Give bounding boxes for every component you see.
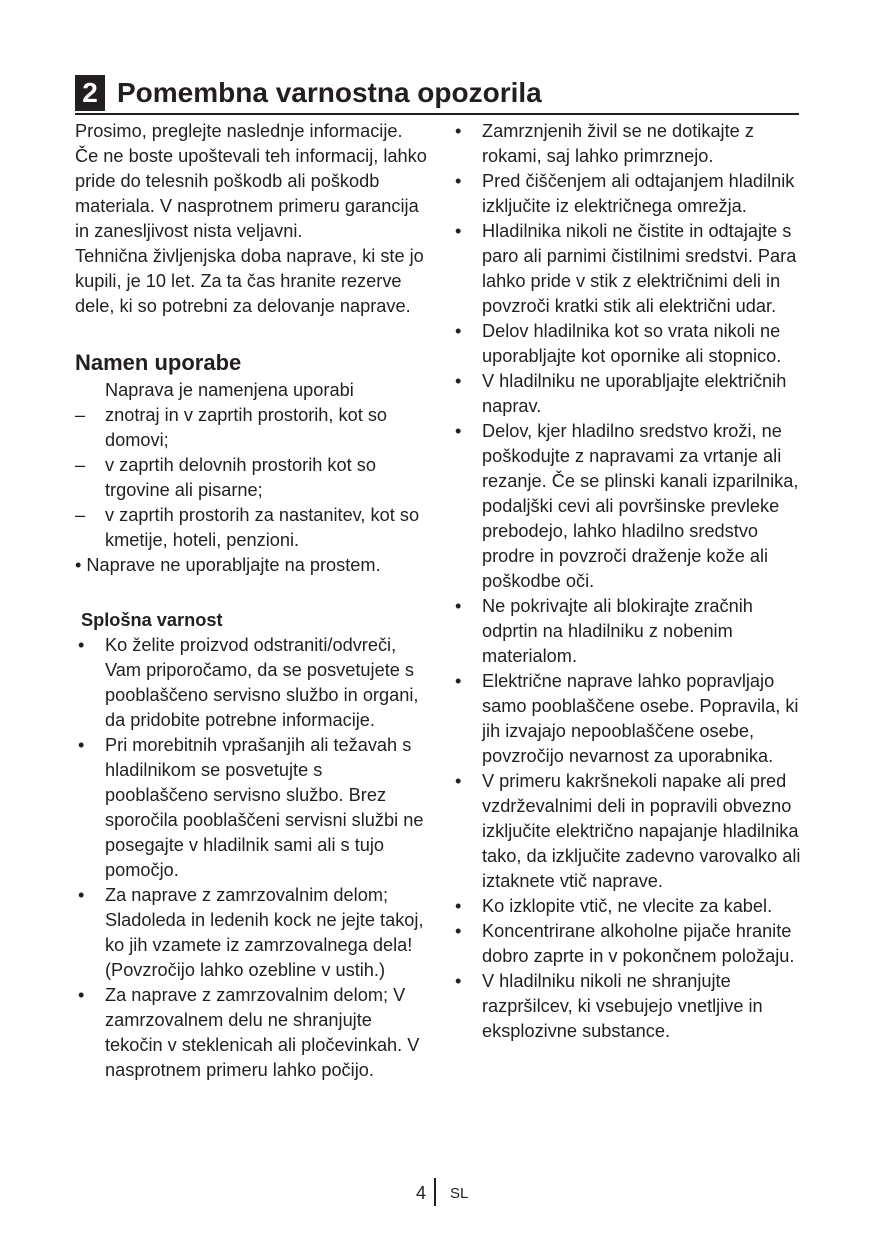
- page-title: Pomembna varnostna opozorila: [117, 77, 542, 108]
- dash-marker: –: [75, 505, 86, 525]
- list-item: [75, 633, 430, 733]
- bullet-marker: •: [455, 221, 462, 241]
- list-item: [452, 119, 812, 169]
- list-item: [452, 169, 812, 219]
- list-item-text: v zaprtih delovnih prostorih kot so trgovine ali pisarne;: [105, 455, 376, 500]
- bullet-marker: •: [78, 635, 85, 655]
- right-column: [452, 119, 812, 1044]
- bullet-marker: •: [78, 735, 85, 755]
- outdoor-use-note: • Naprave ne uporabljajte na prostem.: [75, 555, 381, 575]
- bullet-marker: •: [455, 121, 462, 141]
- intro-paragraph: Prosimo, preglejte naslednje informacije. Če ne boste upoštevali teh informacij, lahko pride do telesnih poškodb ali poškodb materiala. V nasprotnem primeru garancija in zanesljivost nista veljavni.: [75, 121, 427, 241]
- list-item-text: znotraj in v zaprtih prostorih, kot so domovi;: [105, 405, 388, 450]
- intended-use-list: [75, 403, 430, 553]
- list-item-text: Pred čiščenjem ali odtajanjem hladilnik izključite iz električnega omrežja.: [482, 171, 795, 216]
- list-item-text: Ko izklopite vtič, ne vlecite za kabel.: [482, 896, 773, 916]
- list-item-text: V hladilniku nikoli ne shranjujte razpršilcev, ki vsebujejo vnetljive in eksplozivne substance.: [482, 971, 763, 1041]
- list-item: [452, 319, 812, 369]
- list-item: [452, 419, 812, 594]
- list-item-text: v zaprtih prostorih za nastanitev, kot so kmetije, hoteli, penzioni.: [105, 505, 420, 550]
- bullet-marker: •: [455, 671, 462, 691]
- list-item: [75, 403, 430, 453]
- bullet-marker: •: [455, 971, 462, 991]
- list-item-text: Električne naprave lahko popravljajo samo pooblaščene osebe. Popravila, ki jih izvajajo nepooblaščene osebe, povzročijo nevarnost za uporabnika.: [482, 671, 799, 766]
- list-item: [75, 883, 430, 983]
- bullet-marker: •: [455, 896, 462, 916]
- list-item: [452, 669, 812, 769]
- intended-use-lead: Naprava je namenjena uporabi: [105, 380, 354, 400]
- footer-divider: [434, 1178, 436, 1206]
- dash-marker: –: [75, 455, 86, 475]
- page-footer: [0, 1178, 874, 1208]
- bullet-marker: •: [78, 885, 85, 905]
- list-item-text: Koncentrirane alkoholne pijače hranite dobro zaprte in v pokončnem položaju.: [482, 921, 795, 966]
- page-number: 4: [415, 1183, 426, 1203]
- general-safety-list: [75, 633, 430, 1083]
- bullet-marker: •: [455, 596, 462, 616]
- list-item: [452, 894, 812, 919]
- list-item: [75, 733, 430, 883]
- bullet-marker: •: [455, 771, 462, 791]
- list-item-text: Delov, kjer hladilno sredstvo kroži, ne poškodujte z napravami za vrtanje ali rezanje. Če se plinski kanali izparilnika, podaljški cevi ali površinske prevleke prebodejo, lahko hladilno sredstvo prodre in povzroči draženje kože ali poškodbe oči.: [482, 421, 799, 591]
- list-item-text: Delov hladilnika kot so vrata nikoli ne uporabljajte kot opornike ali stopnico.: [482, 321, 782, 366]
- intended-use-heading: Namen uporabe: [75, 350, 242, 375]
- list-item: [452, 769, 812, 894]
- list-item-text: Ko želite proizvod odstraniti/odvreči, Vam priporočamo, da se posvetujete s pooblaščeno servisno službo in organi, da pridobite potrebne informacije.: [105, 635, 419, 730]
- list-item-text: Zamrznjenih živil se ne dotikajte z rokami, saj lahko primrznejo.: [482, 121, 754, 166]
- list-item: [75, 983, 430, 1083]
- list-item: [75, 453, 430, 503]
- bullet-marker: •: [455, 371, 462, 391]
- list-item-text: V hladilniku ne uporabljajte električnih naprav.: [482, 371, 787, 416]
- safety-warnings-list: [452, 119, 812, 1044]
- list-item: [452, 219, 812, 319]
- list-item: [452, 369, 812, 419]
- language-code: SL: [450, 1185, 469, 1202]
- bullet-marker: •: [455, 421, 462, 441]
- bullet-marker: •: [455, 921, 462, 941]
- list-item-text: Za naprave z zamrzovalnim delom; V zamrzovalnem delu ne shranjujte tekočin v steklenicah ali pločevinkah. V nasprotnem primeru lahko počijo.: [105, 985, 420, 1080]
- section-number-badge: 2: [75, 75, 105, 111]
- list-item-text: Ne pokrivajte ali blokirajte zračnih odprtin na hladilniku z nobenim materialom.: [482, 596, 753, 666]
- general-safety-heading: Splošna varnost: [81, 610, 223, 630]
- list-item-text: Pri morebitnih vprašanjih ali težavah s hladilnikom se posvetujte s pooblaščeno servisno službo. Brez sporočila pooblaščeni servisni službi ne posegajte v hladilnik sami ali s tujo pomočjo.: [105, 735, 424, 880]
- list-item: [452, 969, 812, 1044]
- list-item-text: V primeru kakršnekoli napake ali pred vzdrževalnimi deli in popravili obvezno izključite električno napajanje hladilnika tako, da izključite zadevno varovalko ali iztaknete vtič naprave.: [482, 771, 801, 891]
- list-item: [75, 503, 430, 553]
- left-column: [75, 119, 430, 1083]
- bullet-marker: •: [455, 171, 462, 191]
- list-item-text: Za naprave z zamrzovalnim delom; Sladoleda in ledenih kock ne jejte takoj, ko jih vzamete iz zamrzovalnega dela! (Povzročijo lahko ozebline v ustih.): [105, 885, 424, 980]
- list-item: [452, 594, 812, 669]
- list-item: [452, 919, 812, 969]
- bullet-marker: •: [455, 321, 462, 341]
- intro-paragraph: Tehnična življenjska doba naprave, ki ste jo kupili, je 10 let. Za ta čas hranite rezerve dele, ki so potrebni za delovanje naprave.: [75, 246, 424, 316]
- bullet-marker: •: [78, 985, 85, 1005]
- section-heading: [75, 75, 799, 115]
- list-item-text: Hladilnika nikoli ne čistite in odtajajte s paro ali parnimi čistilnimi sredstvi. Para lahko pride v stik z električnimi deli in povzroči kratki stik ali električni udar.: [482, 221, 797, 316]
- dash-marker: –: [75, 405, 86, 425]
